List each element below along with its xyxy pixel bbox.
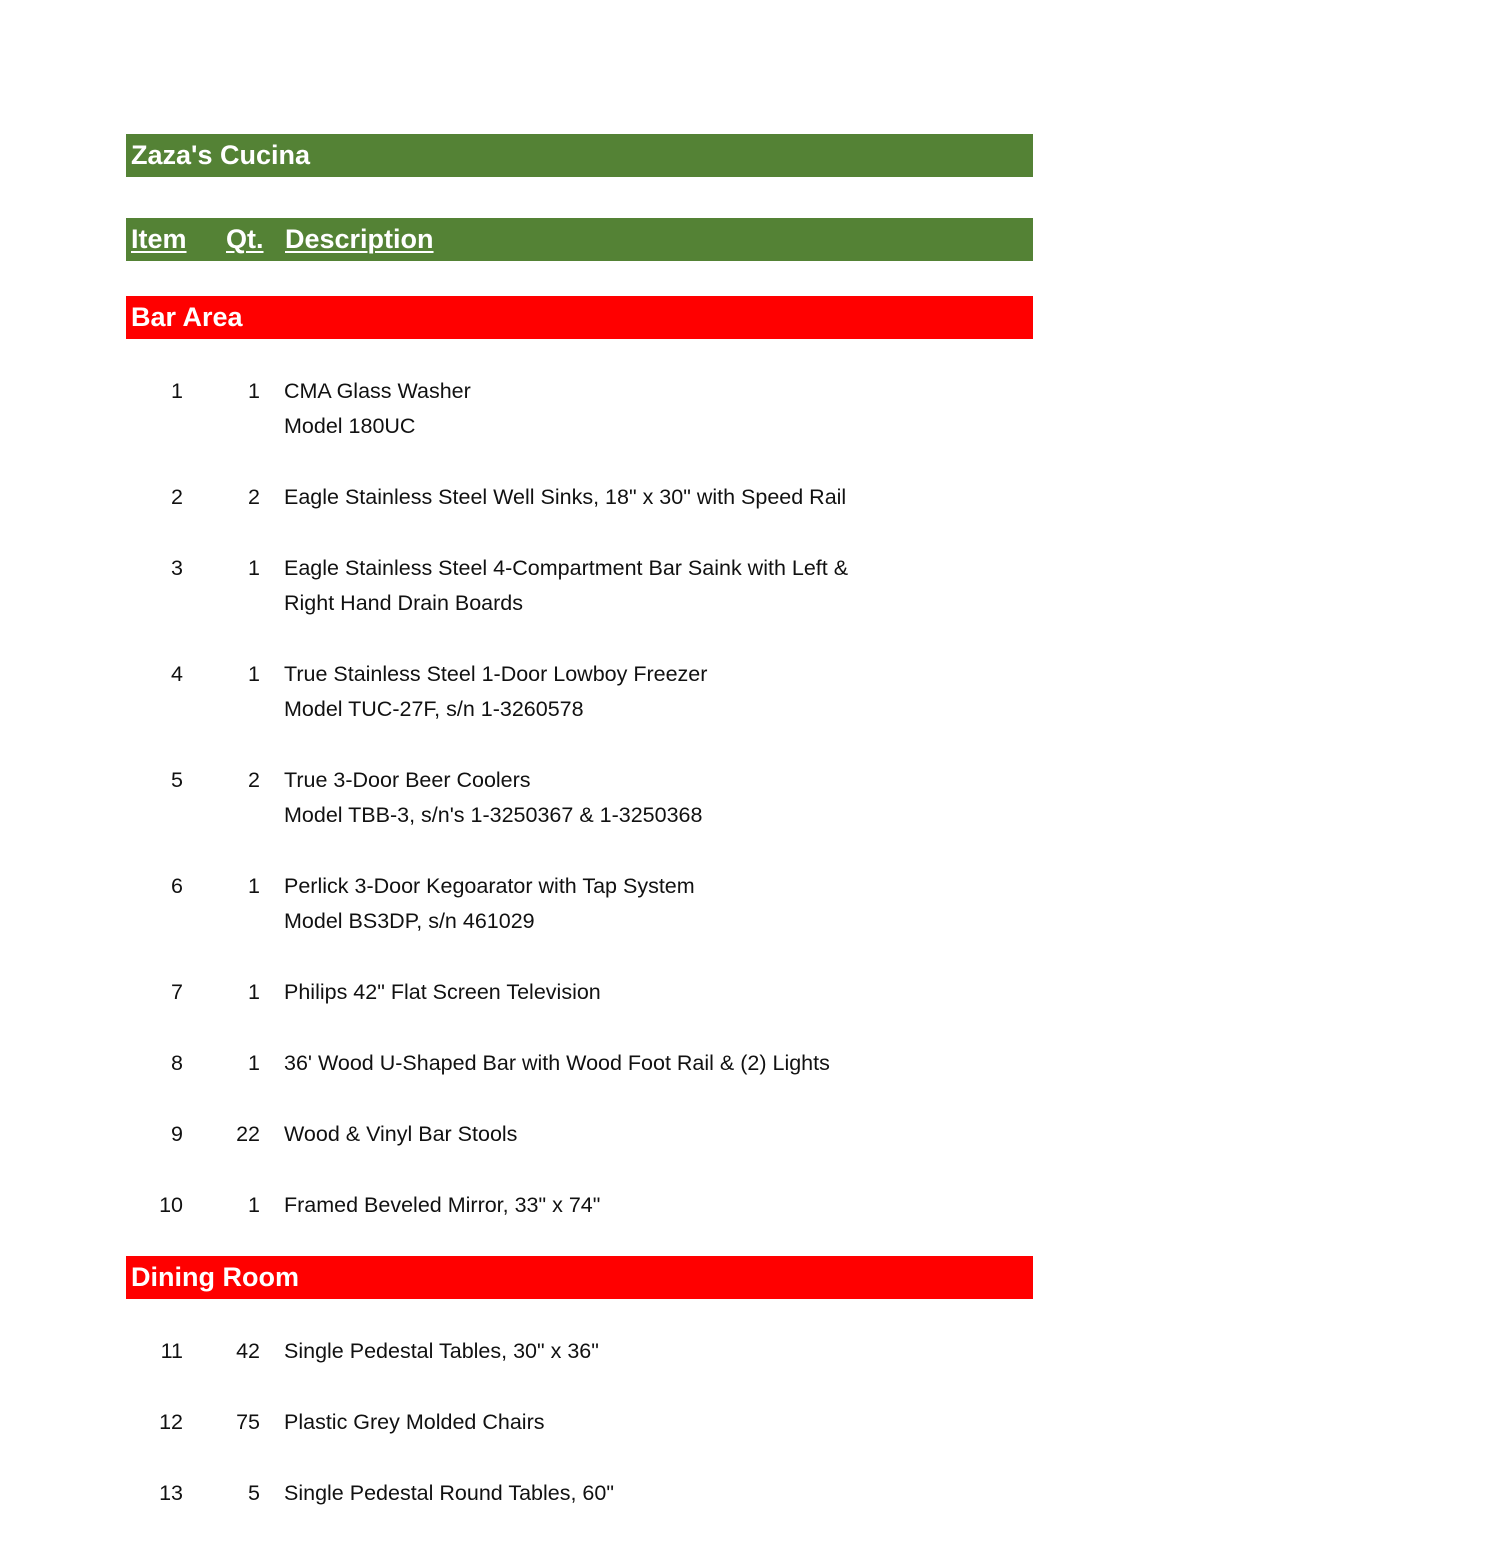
item-quantity: 1	[248, 980, 260, 1004]
item-number: 7	[171, 980, 183, 1004]
item-quantity: 22	[236, 1122, 260, 1146]
item-quantity: 1	[248, 662, 260, 686]
item-number: 5	[171, 768, 183, 792]
column-header-item: Item	[131, 224, 187, 254]
item-description-line1: Eagle Stainless Steel 4-Compartment Bar Saink with Left &	[284, 556, 849, 580]
dining-room-items	[0, 1334, 1500, 1547]
item-description-line1: Single Pedestal Round Tables, 60"	[284, 1481, 614, 1505]
item-row	[0, 1046, 1500, 1081]
item-quantity: 1	[248, 379, 260, 403]
item-number: 13	[159, 1481, 183, 1505]
item-quantity: 1	[248, 1051, 260, 1075]
item-quantity: 2	[248, 485, 260, 509]
item-description-line1: 36' Wood U-Shaped Bar with Wood Foot Rail & (2) Lights	[284, 1051, 830, 1075]
item-row	[0, 480, 1500, 515]
item-description-line1: Wood & Vinyl Bar Stools	[284, 1122, 518, 1146]
item-number: 10	[159, 1193, 183, 1217]
item-description-line1: Plastic Grey Molded Chairs	[284, 1410, 545, 1434]
item-description-line1: Eagle Stainless Steel Well Sinks, 18" x 30" with Speed Rail	[284, 485, 847, 509]
item-quantity: 1	[248, 874, 260, 898]
item-row	[0, 869, 1500, 939]
item-description-line2: Model TUC-27F, s/n 1-3260578	[284, 697, 584, 721]
item-number: 8	[171, 1051, 183, 1075]
item-number: 1	[171, 379, 183, 403]
item-quantity: 5	[248, 1481, 260, 1505]
item-description-line2: Model TBB-3, s/n's 1-3250367 & 1-3250368	[284, 803, 703, 827]
item-number: 4	[171, 662, 183, 686]
item-quantity: 2	[248, 768, 260, 792]
item-row	[0, 1476, 1500, 1511]
item-number: 12	[159, 1410, 183, 1434]
item-description-line1: CMA Glass Washer	[284, 379, 471, 403]
section-header-bar-area: Bar Area	[126, 296, 1033, 339]
item-number: 6	[171, 874, 183, 898]
item-description-line2: Right Hand Drain Boards	[284, 591, 524, 615]
bar-area-items	[0, 374, 1500, 1259]
column-header-bar	[126, 218, 1033, 261]
item-row	[0, 374, 1500, 444]
item-number: 3	[171, 556, 183, 580]
item-quantity: 75	[236, 1410, 260, 1434]
item-description-line1: Philips 42" Flat Screen Television	[284, 980, 601, 1004]
item-description-line1: True 3-Door Beer Coolers	[284, 768, 531, 792]
item-row	[0, 657, 1500, 727]
item-description-line2: Model 180UC	[284, 414, 416, 438]
item-row	[0, 1188, 1500, 1223]
item-number: 11	[160, 1339, 183, 1363]
item-description-line1: Framed Beveled Mirror, 33" x 74"	[284, 1193, 601, 1217]
item-description-line1: True Stainless Steel 1-Door Lowboy Freezer	[284, 662, 708, 686]
item-description-line2: Model BS3DP, s/n 461029	[284, 909, 535, 933]
item-description-line1: Single Pedestal Tables, 30" x 36"	[284, 1339, 599, 1363]
item-row	[0, 975, 1500, 1010]
column-header-description: Description	[285, 224, 434, 254]
item-description-line1: Perlick 3-Door Kegoarator with Tap System	[284, 874, 695, 898]
section-header-dining-room: Dining Room	[126, 1256, 1033, 1299]
item-row	[0, 1117, 1500, 1152]
item-row	[0, 551, 1500, 621]
item-number: 2	[171, 485, 183, 509]
item-number: 9	[171, 1122, 183, 1146]
column-header-qty: Qt.	[226, 224, 264, 254]
item-quantity: 1	[248, 1193, 260, 1217]
item-row	[0, 763, 1500, 833]
item-quantity: 42	[236, 1339, 260, 1363]
item-row	[0, 1405, 1500, 1440]
document-title: Zaza's Cucina	[126, 134, 1033, 177]
item-quantity: 1	[248, 556, 260, 580]
item-row	[0, 1334, 1500, 1369]
